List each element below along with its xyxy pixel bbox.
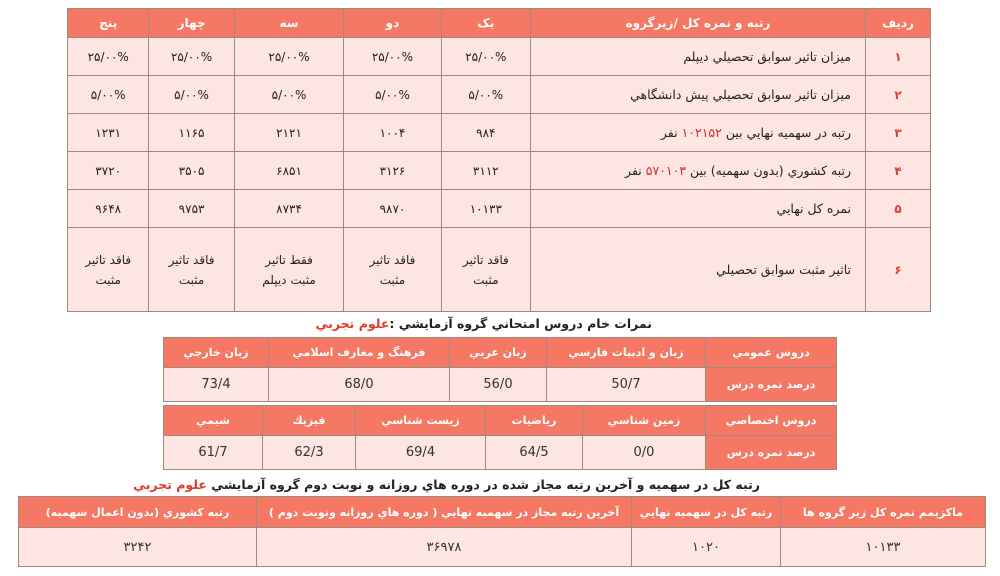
general-subjects-table — [163, 337, 837, 402]
row-title-unit: نفر — [625, 163, 642, 178]
header-cell: ماكزيمم نمره كل زير گروه ها — [781, 497, 986, 528]
cell: ۵/۰۰% — [344, 76, 441, 114]
header-cell: رتبه كل در سهميه نهايي — [632, 497, 781, 528]
score-cell: 68/0 — [269, 368, 450, 402]
raw-scores-caption — [316, 316, 652, 331]
rank-table — [18, 496, 986, 567]
score-cell: 69/4 — [356, 436, 486, 470]
header-row — [19, 497, 986, 528]
row-title: ميزان تاثير سوابق تحصيلي ديپلم — [531, 38, 866, 76]
row-title-text: رتبه كشوري (بدون سهميه) بين — [690, 163, 851, 178]
score-cell: 61/7 — [164, 436, 263, 470]
caption-text: رتبه كل در سهميه و آخرين رتبه مجاز شده در دوره هاي روزانه و نوبت دوم گروه آزمايشي — [211, 477, 760, 492]
score-cell: 50/7 — [547, 368, 706, 402]
cell: ۹۸۴ — [441, 114, 530, 152]
row-title: ميزان تاثير سوابق تحصيلي پيش دانشگاهي — [531, 76, 866, 114]
cell: ۲۵/۰۰% — [344, 38, 441, 76]
results-table — [67, 8, 931, 312]
header-row — [68, 9, 931, 38]
cell: ۲۵/۰۰% — [441, 38, 530, 76]
cell: ۳۱۲۶ — [344, 152, 441, 190]
participant-count: ۵۷۰۱۰۳ — [645, 163, 687, 178]
row-label: درصد نمره درس — [706, 368, 837, 402]
row-title — [531, 152, 866, 190]
subject-header: زمين شناسي — [583, 406, 706, 436]
value-cell: ۳۶۹۷۸ — [257, 528, 632, 567]
value-cell: ۳۲۴۲ — [19, 528, 257, 567]
row-title: تاثير مثبت سوابق تحصيلي — [531, 228, 866, 312]
cell: ۳۵۰۵ — [149, 152, 234, 190]
header-cell: دو — [344, 9, 441, 38]
subject-header: رياضيات — [486, 406, 583, 436]
header-cell: رتبه و نمره كل /زيرگروه — [531, 9, 866, 38]
table-row — [68, 190, 931, 228]
header-cell: پنج — [68, 9, 149, 38]
row-title-text: رتبه در سهميه نهايي بين — [725, 125, 851, 140]
row-number: ۴ — [866, 152, 931, 190]
caption-group: علوم تجربي — [133, 477, 207, 492]
cell: ۹۸۷۰ — [344, 190, 441, 228]
row-title: نمره كل نهايي — [531, 190, 866, 228]
subject-header: زبان خارجي — [164, 338, 269, 368]
value-cell: ۱۰۲۰ — [632, 528, 781, 567]
row-number: ۶ — [866, 228, 931, 312]
header-cell: چهار — [149, 9, 234, 38]
cell: فاقد تاثير مثبت — [68, 228, 149, 312]
score-cell: 73/4 — [164, 368, 269, 402]
rank-caption — [133, 477, 760, 492]
cell: فاقد تاثير مثبت — [149, 228, 234, 312]
header-cell: آخرين رتبه مجاز در سهميه نهايي ( دوره هاي روزانه ونوبت دوم ) — [257, 497, 632, 528]
caption-text: نمرات خام دروس امتحاني گروه آزمايشي : — [389, 316, 652, 331]
table-row — [68, 38, 931, 76]
header-cell: رتبه كشوري (بدون اعمال سهميه) — [19, 497, 257, 528]
score-cell: 0/0 — [583, 436, 706, 470]
cell: ۲۵/۰۰% — [234, 38, 344, 76]
cell: ۳۱۱۲ — [441, 152, 530, 190]
row-title — [531, 114, 866, 152]
table-row — [164, 436, 837, 470]
cell: فاقد تاثير مثبت — [441, 228, 530, 312]
cell: ۹۷۵۳ — [149, 190, 234, 228]
row-label: درصد نمره درس — [706, 436, 837, 470]
table-row — [68, 114, 931, 152]
specialized-subjects-table — [163, 405, 837, 470]
cell: فاقد تاثير مثبت — [344, 228, 441, 312]
subject-header: زيست شناسي — [356, 406, 486, 436]
cell: ۹۶۴۸ — [68, 190, 149, 228]
general-label: دروس عمومي — [706, 338, 837, 368]
row-number: ۳ — [866, 114, 931, 152]
header-cell: رديف — [866, 9, 931, 38]
cell: ۶۸۵۱ — [234, 152, 344, 190]
subject-header: شيمي — [164, 406, 263, 436]
table-row — [68, 76, 931, 114]
cell: ۱۰۰۴ — [344, 114, 441, 152]
cell: ۲۵/۰۰% — [149, 38, 234, 76]
header-row — [164, 338, 837, 368]
table-row — [68, 228, 931, 312]
table-row — [164, 368, 837, 402]
header-cell: يک — [441, 9, 530, 38]
row-title-unit: نفر — [660, 125, 678, 140]
row-number: ۵ — [866, 190, 931, 228]
row-number: ۱ — [866, 38, 931, 76]
cell: ۵/۰۰% — [149, 76, 234, 114]
subject-header: فيزيك — [263, 406, 356, 436]
score-cell: 62/3 — [263, 436, 356, 470]
cell: ۸۷۳۴ — [234, 190, 344, 228]
table-row — [19, 528, 986, 567]
specialized-label: دروس اختصاصي — [706, 406, 837, 436]
cell: ۲۱۲۱ — [234, 114, 344, 152]
score-cell: 56/0 — [450, 368, 547, 402]
header-cell: سه — [234, 9, 344, 38]
header-row — [164, 406, 837, 436]
cell: ۱۱۶۵ — [149, 114, 234, 152]
value-cell: ۱۰۱۳۳ — [781, 528, 986, 567]
row-number: ۲ — [866, 76, 931, 114]
cell: ۳۷۲۰ — [68, 152, 149, 190]
table-row — [68, 152, 931, 190]
cell: فقط تاثير مثبت ديپلم — [234, 228, 344, 312]
cell: ۵/۰۰% — [441, 76, 530, 114]
subject-header: زبان و ادبيات فارسي — [547, 338, 706, 368]
subject-header: زبان عربي — [450, 338, 547, 368]
cell: ۱۲۳۱ — [68, 114, 149, 152]
cell: ۵/۰۰% — [234, 76, 344, 114]
cell: ۲۵/۰۰% — [68, 38, 149, 76]
score-cell: 64/5 — [486, 436, 583, 470]
cell: ۵/۰۰% — [68, 76, 149, 114]
subject-header: فرهنگ و معارف اسلامي — [269, 338, 450, 368]
participant-count: ۱۰۲۱۵۲ — [681, 125, 722, 140]
caption-group: علوم تجربي — [315, 316, 390, 331]
cell: ۱۰۱۳۳ — [441, 190, 530, 228]
